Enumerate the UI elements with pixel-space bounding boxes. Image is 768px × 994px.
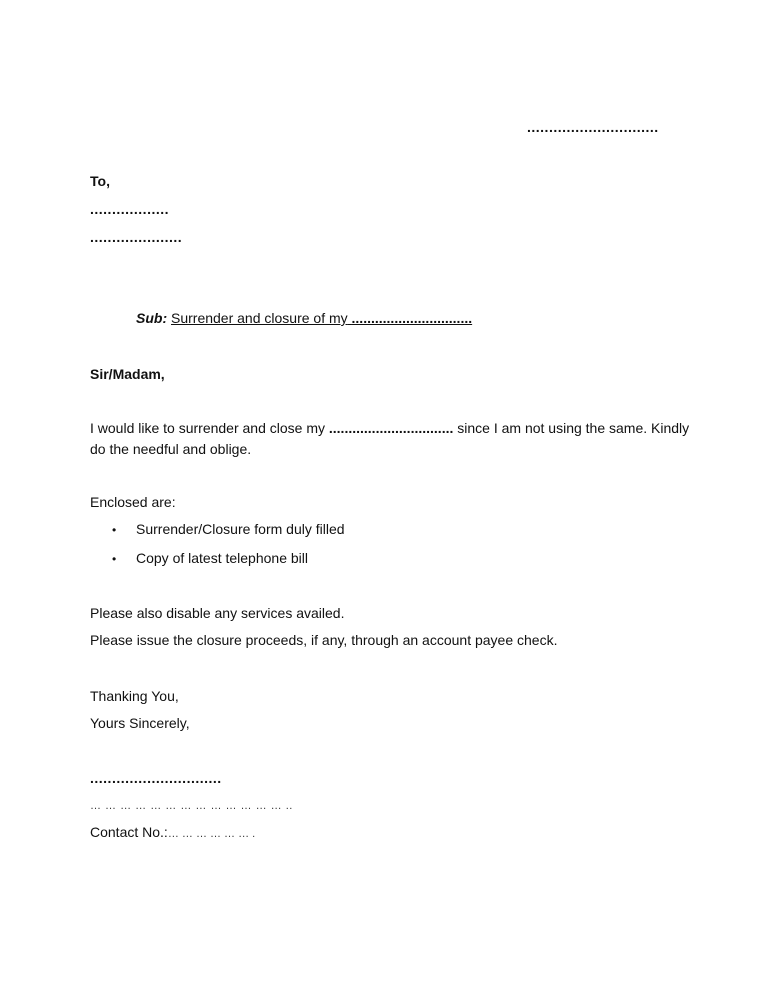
closing-sincerely: Yours Sincerely, xyxy=(90,715,190,731)
name-placeholder: … … … … … … … … … … … … … .. xyxy=(90,800,293,812)
closing-thanks: Thanking You, xyxy=(90,688,179,704)
recipient-line-2: ..................... xyxy=(90,229,183,245)
enclosure-text: Copy of latest telephone bill xyxy=(136,550,308,566)
recipient-label: To, xyxy=(90,173,110,189)
contact-label: Contact No.: xyxy=(90,824,168,840)
bullet-icon: • xyxy=(112,523,117,537)
recipient-line-1: .................. xyxy=(90,201,170,217)
body-dots: ................................ xyxy=(328,420,454,436)
subject-dots: ............................... xyxy=(351,310,473,326)
closure-proceeds-line: Please issue the closure proceeds, if any, through an account payee check. xyxy=(90,632,558,648)
body-paragraph xyxy=(90,418,690,459)
salutation: Sir/Madam, xyxy=(90,366,165,382)
disable-services-line: Please also disable any services availed. xyxy=(90,605,345,621)
list-item xyxy=(112,550,308,566)
signature-placeholder: .............................. xyxy=(90,770,222,786)
body-prefix: I would like to surrender and close my xyxy=(90,420,325,436)
subject-line xyxy=(136,310,472,326)
contact-line xyxy=(90,824,255,840)
enclosed-label: Enclosed are: xyxy=(90,494,176,510)
subject-text: Surrender and closure of my xyxy=(171,310,348,326)
body-suffix: since I am not using the same. Kindly do the needful and oblige. xyxy=(90,420,690,457)
date-placeholder: .............................. xyxy=(527,119,659,135)
contact-placeholder: … … … … … … . xyxy=(167,828,256,840)
subject-label: Sub: xyxy=(136,310,168,326)
bullet-icon: • xyxy=(112,552,117,566)
enclosure-text: Surrender/Closure form duly filled xyxy=(136,521,345,537)
list-item xyxy=(112,521,345,537)
